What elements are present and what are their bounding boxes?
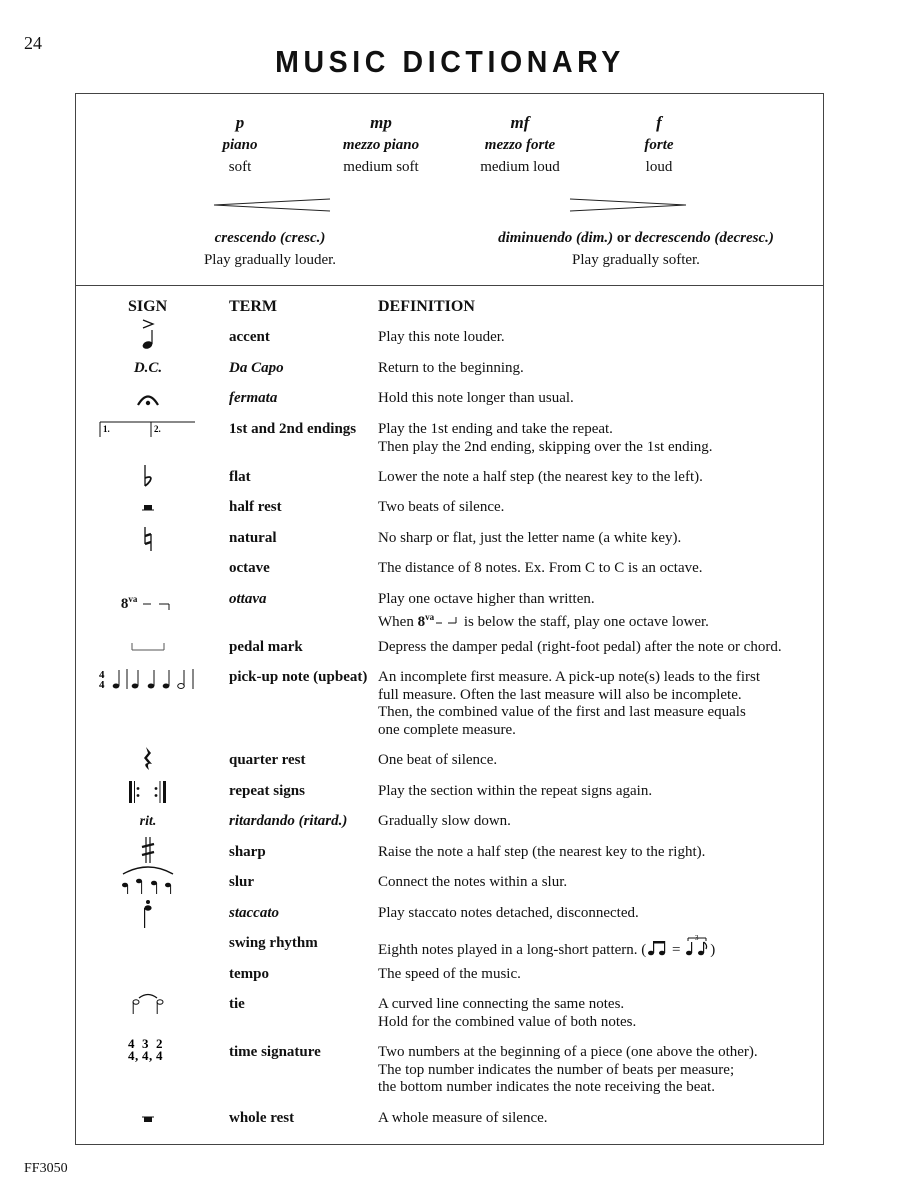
- definition-header: DEFINITION: [378, 298, 475, 315]
- svg-text:4: 4: [128, 1036, 135, 1051]
- ottava-inline-symbol: $8^{va}$: [417, 611, 435, 630]
- dynamic-meaning: soft: [228, 159, 252, 175]
- rit-symbol: rit.: [139, 814, 157, 829]
- dc-symbol: D.C.: [133, 360, 163, 376]
- definition: Raise the note a half step (the nearest key to the right).: [378, 844, 706, 860]
- staccato-icon: [138, 899, 158, 931]
- definition: Play one octave higher than written. When $8^{va}$ is below the staff, play one octave lower.: [378, 591, 709, 630]
- definition: Return to the beginning.: [378, 360, 524, 376]
- definition: Play staccato notes detached, disconnected.: [378, 905, 639, 921]
- term: quarter rest: [229, 752, 306, 768]
- crescendo-meaning: Play gradually louder.: [203, 252, 337, 268]
- definition: Connect the notes within a slur.: [378, 874, 568, 890]
- term: Da Capo: [229, 360, 284, 376]
- definition: Depress the damper pedal (right-foot pedal) after the note or chord.: [378, 639, 782, 655]
- slur-icon: [115, 862, 181, 896]
- definition: The speed of the music.: [378, 966, 521, 982]
- definition: Lower the note a half step (the nearest key to the left).: [378, 469, 703, 485]
- definition: Two numbers at the beginning of a piece (one above the other). The top number indicates the number of beats per measure; the bottom number indicates the note receiving the beat.: [378, 1044, 758, 1095]
- definition: A curved line connecting the same notes. Hold for the combined value of both notes.: [378, 996, 637, 1030]
- dynamic-meaning: loud: [645, 159, 673, 175]
- repeat-signs-icon: [125, 780, 171, 804]
- diminuendo-block: [476, 227, 796, 271]
- ottava-bracket-low-icon: [434, 617, 460, 627]
- definition: Play the section within the repeat signs again.: [378, 783, 653, 799]
- definition: Hold this note longer than usual.: [378, 390, 574, 406]
- svg-text:4: 4: [128, 1048, 135, 1063]
- term: pick-up note (upbeat): [229, 669, 368, 685]
- fermata-icon: [133, 390, 163, 408]
- endings-icon: [99, 421, 197, 439]
- natural-icon: [138, 526, 158, 552]
- crescendo-hairpin-icon: [212, 197, 332, 213]
- definition: An incomplete first measure. A pick-up note(s) leads to the first full measure. Often the last measure will also be incomplete. Then, the combined value of the first and last measure equals one complete measure.: [378, 669, 760, 738]
- sign-cell: [100, 591, 196, 627]
- svg-text:,: ,: [149, 1048, 153, 1063]
- svg-text:4: 4: [99, 679, 105, 691]
- term: tie: [229, 996, 245, 1012]
- dynamic-symbol: f: [656, 113, 662, 132]
- definition: A whole measure of silence.: [378, 1110, 548, 1126]
- term: pedal mark: [229, 639, 303, 655]
- sign-cell: [100, 317, 196, 353]
- accent-icon: [133, 317, 163, 353]
- sharp-icon: [138, 836, 158, 864]
- whole-rest-icon: [138, 1110, 158, 1128]
- term: octave: [229, 560, 270, 576]
- svg-text:4: 4: [99, 669, 105, 681]
- sign-cell: [100, 464, 196, 500]
- term: tempo: [229, 966, 269, 982]
- term: slur: [229, 874, 255, 890]
- dynamic-meaning: medium soft: [343, 159, 419, 175]
- diminuendo-hairpin-icon: [568, 197, 688, 213]
- dynamic-forte: [589, 112, 729, 178]
- definition: One beat of silence.: [378, 752, 498, 768]
- sign-cell: [100, 780, 196, 816]
- term: whole rest: [229, 1110, 295, 1126]
- flat-icon: [138, 464, 158, 488]
- pickup-measure-icon: [97, 667, 199, 691]
- second-ending-label: 2.: [154, 424, 161, 434]
- term-header: TERM: [229, 298, 277, 315]
- first-ending-label: 1.: [103, 424, 110, 434]
- dynamic-name: mezzo piano: [342, 137, 420, 153]
- sign-cell: [100, 992, 196, 1028]
- page-title: MUSIC DICTIONARY: [275, 44, 625, 79]
- triplet-swing-icon: [684, 935, 710, 957]
- dynamic-symbol: p: [235, 113, 245, 132]
- half-rest-icon: [138, 499, 158, 517]
- crescendo-block: [170, 227, 370, 271]
- sign-cell: [99, 421, 199, 457]
- term: staccato: [229, 905, 279, 921]
- svg-text:2: 2: [156, 1036, 163, 1051]
- svg-text:3: 3: [695, 935, 699, 942]
- definition: The distance of 8 notes. Ex. From C to C is an octave.: [378, 560, 703, 576]
- tie-icon: [128, 992, 168, 1016]
- time-signature-icon: [124, 1036, 172, 1064]
- or-word: or: [616, 230, 632, 246]
- term: time signature: [229, 1044, 321, 1060]
- ottava-bracket-icon: [141, 599, 175, 611]
- definition: Play the 1st ending and take the repeat. Then play the 2nd ending, skipping over the 1st ending.: [378, 421, 713, 455]
- svg-text:3: 3: [142, 1036, 149, 1051]
- definition: Two beats of silence.: [378, 499, 505, 515]
- sign-cell: [100, 746, 196, 782]
- term: sharp: [229, 844, 266, 860]
- dynamic-mezzo-forte: [450, 112, 590, 178]
- sign-cell: [100, 1110, 196, 1146]
- dynamic-mezzo-piano: [311, 112, 451, 178]
- decrescendo-term: decrescendo (decresc.): [634, 230, 774, 246]
- term: accent: [229, 329, 270, 345]
- section-divider: [75, 285, 824, 286]
- term: repeat signs: [229, 783, 305, 799]
- term: flat: [229, 469, 251, 485]
- dynamic-meaning: medium loud: [480, 159, 560, 175]
- term: swing rhythm: [229, 935, 318, 951]
- sign-cell: [100, 899, 196, 935]
- svg-text:4: 4: [156, 1048, 163, 1063]
- footer-code: FF3050: [24, 1161, 68, 1176]
- dynamic-symbol: mp: [370, 113, 392, 132]
- ottava-symbol: $8^{va}$: [120, 594, 138, 612]
- crescendo-term: crescendo (cresc.): [214, 230, 326, 246]
- definition: Gradually slow down.: [378, 813, 511, 829]
- sign-cell: [100, 526, 196, 562]
- dynamic-name: mezzo forte: [484, 137, 556, 153]
- term: half rest: [229, 499, 282, 515]
- diminuendo-meaning: Play gradually softer.: [572, 252, 700, 268]
- term: fermata: [229, 390, 278, 406]
- term: 1st and 2nd endings: [229, 421, 357, 437]
- sign-header: SIGN: [128, 298, 168, 315]
- sign-cell: [100, 862, 196, 898]
- term: natural: [229, 530, 277, 546]
- page-number: 24: [24, 33, 42, 53]
- svg-text:4: 4: [142, 1048, 149, 1063]
- dynamic-piano: [170, 112, 310, 178]
- term: ottava: [229, 591, 267, 607]
- dynamic-symbol: mf: [510, 113, 530, 132]
- beamed-eighths-icon: [646, 939, 668, 957]
- dynamic-name: forte: [644, 137, 674, 153]
- quarter-rest-icon: [138, 746, 158, 772]
- term: ritardando (ritard.): [229, 813, 348, 829]
- definition: Eighth notes played in a long-short pattern. ( = 3 ): [378, 935, 716, 958]
- diminuendo-term: diminuendo (dim.): [498, 230, 614, 246]
- sign-cell: [97, 667, 199, 703]
- pedal-mark-icon: [128, 639, 168, 655]
- definition: Play this note louder.: [378, 329, 505, 345]
- definition: No sharp or flat, just the letter name (a white key).: [378, 530, 682, 546]
- dynamic-name: piano: [222, 137, 258, 153]
- svg-text:,: ,: [135, 1048, 139, 1063]
- sign-cell: [100, 1036, 196, 1072]
